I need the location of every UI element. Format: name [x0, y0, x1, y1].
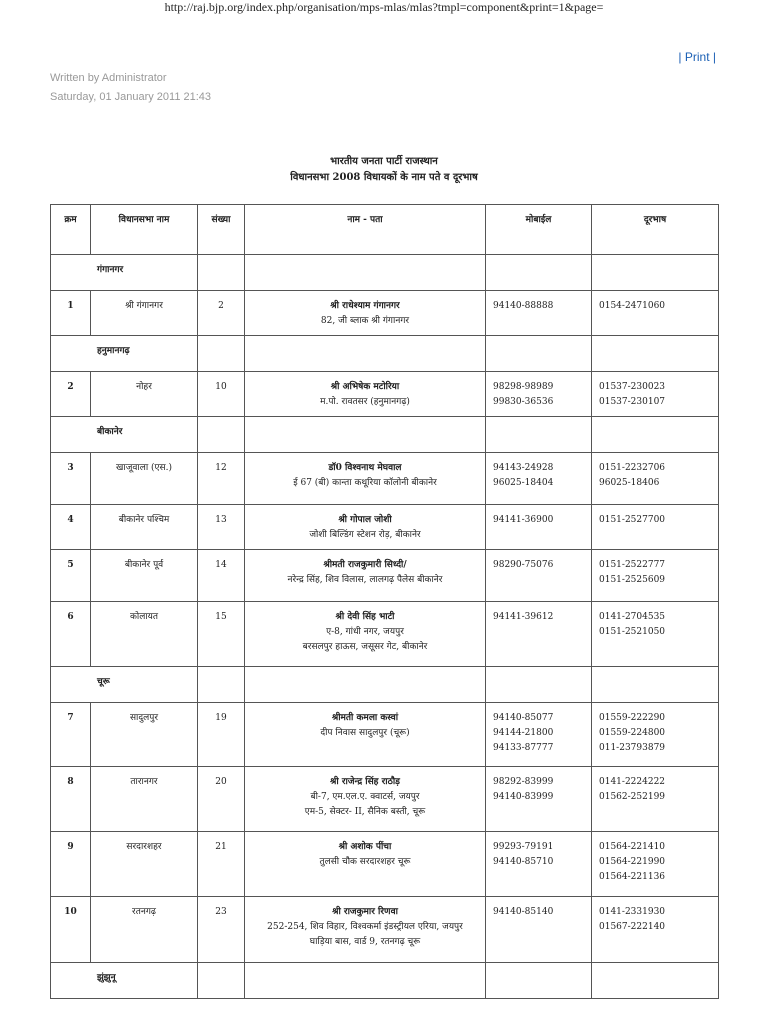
mobile-cell: [486, 550, 592, 602]
constituency-number: 10: [198, 372, 245, 417]
phone-number: 01537-230107: [599, 397, 666, 407]
constituency-number: 13: [198, 505, 245, 550]
mobile-number: 99830-36536: [493, 397, 554, 407]
mobile-cell: [486, 703, 592, 767]
district-name: हनुमानगढ़: [51, 336, 198, 372]
district-row: [51, 255, 719, 291]
mobile-cell: [486, 602, 592, 667]
serial-number: 4: [51, 505, 91, 550]
constituency-name: सरदारशहर: [91, 832, 198, 897]
mobile-number: 94144-21800: [493, 728, 554, 738]
table-row: [51, 703, 719, 767]
table-header-row: [51, 205, 719, 255]
constituency-number: 21: [198, 832, 245, 897]
serial-number: 7: [51, 703, 91, 767]
empty-cell: [245, 667, 486, 703]
empty-cell: [245, 255, 486, 291]
phone-number: 01564-221136: [599, 872, 666, 882]
empty-cell: [486, 255, 592, 291]
constituency-name: रतनगढ़: [91, 897, 198, 963]
mla-name: श्रीमती राजकुमारी सिध्दी/: [323, 560, 407, 570]
mla-address: घाड़िया बास, वार्ड 9, रतनगढ़ चूरू: [309, 937, 421, 947]
mobile-cell: [486, 767, 592, 832]
author-line: Written by Administrator: [50, 72, 167, 84]
date-line: Saturday, 01 January 2011 21:43: [50, 91, 212, 103]
phone-number: 0141-2704535: [599, 612, 666, 622]
district-row: [51, 667, 719, 703]
mla-address: ई 67 (बी) कान्ता कथूरिया कॉलोनी बीकानेर: [293, 478, 437, 488]
empty-cell: [245, 963, 486, 999]
table-row: [51, 291, 719, 336]
mla-name: श्री गोपाल जोशी: [338, 515, 392, 525]
serial-number: 3: [51, 453, 91, 505]
phone-cell: [592, 602, 719, 667]
phone-number: 96025-18406: [599, 478, 660, 488]
constituency-name: श्री गंगानगर: [91, 291, 198, 336]
phone-number: 0151-2232706: [599, 463, 666, 473]
mobile-number: 98298-98989: [493, 382, 554, 392]
empty-cell: [198, 417, 245, 453]
table-row: [51, 453, 719, 505]
phone-number: 011-23793879: [599, 743, 666, 753]
mobile-number: 96025-18404: [493, 478, 554, 488]
header-constituency: विधानसभा नाम: [91, 205, 198, 255]
header-name-address: नाम - पता: [245, 205, 486, 255]
constituency-name: नोहर: [91, 372, 198, 417]
serial-number: 8: [51, 767, 91, 832]
name-address-cell: [245, 505, 486, 550]
mla-table: [50, 204, 719, 999]
constituency-number: 20: [198, 767, 245, 832]
table-row: [51, 897, 719, 963]
district-row: [51, 963, 719, 999]
page-url: http://raj.bjp.org/index.php/organisation/mps-mlas/mlas?tmpl=component&print=1&page=: [164, 0, 604, 14]
mla-name: श्री राजकुमार रिणवा: [332, 907, 398, 917]
phone-number: 0151-2522777: [599, 560, 666, 570]
mla-address: 82, जी ब्लाक श्री गंगानगर: [320, 316, 410, 326]
table-row: [51, 767, 719, 832]
mla-address: म.पो. रावतसर (हनुमानगढ़): [320, 397, 410, 407]
mobile-number: 94140-85710: [493, 857, 554, 867]
empty-cell: [486, 963, 592, 999]
print-link[interactable]: | Print |: [678, 50, 716, 64]
phone-number: 0151-2521050: [599, 627, 666, 637]
phone-number: 0141-2224222: [599, 777, 666, 787]
mla-name: श्री अभिषेक मटोरिया: [330, 382, 400, 392]
header-number: संख्या: [198, 205, 245, 255]
name-address-cell: [245, 897, 486, 963]
constituency-name: सादुलपुर: [91, 703, 198, 767]
mla-name: डॉ0 विश्वनाथ मेघवाल: [328, 463, 402, 473]
phone-number: 0151-2525609: [599, 575, 666, 585]
phone-number: 0151-2527700: [599, 515, 666, 525]
empty-cell: [198, 336, 245, 372]
phone-cell: [592, 832, 719, 897]
mobile-cell: [486, 897, 592, 963]
district-name: चूरू: [51, 667, 198, 703]
doc-title-line-1: भारतीय जनता पार्टी राजस्थान: [330, 156, 438, 167]
mla-address: बी-7, एम.एल.ए. क्वाटर्स, जयपुर: [310, 792, 420, 802]
phone-cell: [592, 703, 719, 767]
mla-address: दीप निवास सादुलपुर (चूरू): [320, 728, 410, 738]
mla-address: ए-8, गांधी नगर, जयपुर: [326, 627, 404, 637]
mobile-cell: [486, 372, 592, 417]
empty-cell: [198, 667, 245, 703]
table-row: [51, 602, 719, 667]
phone-number: 01564-221410: [599, 842, 666, 852]
empty-cell: [198, 963, 245, 999]
phone-cell: [592, 767, 719, 832]
header-mobile: मोबाईल: [486, 205, 592, 255]
empty-cell: [245, 417, 486, 453]
constituency-number: 2: [198, 291, 245, 336]
serial-number: 9: [51, 832, 91, 897]
name-address-cell: [245, 832, 486, 897]
phone-number: 01559-224800: [599, 728, 666, 738]
mla-name: श्री राधेश्याम गंगानगर: [330, 301, 400, 311]
name-address-cell: [245, 767, 486, 832]
doc-title-line-2: विधानसभा 2008 विधायकों के नाम पते व दूरभाष: [290, 172, 478, 183]
mobile-cell: [486, 291, 592, 336]
empty-cell: [486, 417, 592, 453]
mobile-number: 94141-36900: [493, 515, 554, 525]
table-row: [51, 505, 719, 550]
constituency-number: 23: [198, 897, 245, 963]
mla-name: श्री अशोक पींचा: [338, 842, 392, 852]
empty-cell: [592, 667, 719, 703]
name-address-cell: [245, 453, 486, 505]
constituency-number: 15: [198, 602, 245, 667]
phone-cell: [592, 550, 719, 602]
constituency-number: 19: [198, 703, 245, 767]
phone-number: 01559-222290: [599, 713, 666, 723]
mla-address: एम-5, सेक्टर- II, सैनिक बस्ती, चूरू: [304, 807, 426, 817]
district-name: बीकानेर: [51, 417, 198, 453]
district-row: [51, 417, 719, 453]
mobile-number: 98292-83999: [493, 777, 554, 787]
phone-number: 01562-252199: [599, 792, 666, 802]
empty-cell: [592, 336, 719, 372]
mla-address: बरसलपुर हाऊस, जसूसर गेट, बीकानेर: [302, 642, 428, 652]
mla-address: तुलसी चौक सरदारशहर चूरू: [319, 857, 411, 867]
phone-cell: [592, 372, 719, 417]
mobile-number: 94141-39612: [493, 612, 554, 622]
mla-name: श्री देवी सिंह भाटी: [335, 612, 395, 622]
mobile-number: 94143-24928: [493, 463, 554, 473]
mobile-number: 94133-87777: [493, 743, 554, 753]
empty-cell: [198, 255, 245, 291]
mobile-number: 94140-85140: [493, 907, 554, 917]
phone-cell: [592, 897, 719, 963]
phone-number: 01567-222140: [599, 922, 666, 932]
constituency-name: कोलायत: [91, 602, 198, 667]
empty-cell: [486, 336, 592, 372]
empty-cell: [486, 667, 592, 703]
name-address-cell: [245, 291, 486, 336]
name-address-cell: [245, 703, 486, 767]
table-row: [51, 372, 719, 417]
constituency-name: खाजूवाला (एस.): [91, 453, 198, 505]
constituency-number: 12: [198, 453, 245, 505]
serial-number: 2: [51, 372, 91, 417]
mobile-number: 94140-85077: [493, 713, 554, 723]
district-row: [51, 336, 719, 372]
phone-number: 01537-230023: [599, 382, 666, 392]
mobile-number: 94140-88888: [493, 301, 554, 311]
phone-cell: [592, 291, 719, 336]
mla-address: नरेन्द्र सिंह, शिव विलास, लालगढ़ पैलेस बीकानेर: [287, 575, 443, 585]
constituency-name: बीकानेर पश्चिम: [91, 505, 198, 550]
mla-name: श्रीमती कमला कस्वां: [331, 713, 399, 723]
district-name: झुंझुनू: [51, 963, 198, 999]
mobile-number: 98290-75076: [493, 560, 554, 570]
name-address-cell: [245, 372, 486, 417]
constituency-name: बीकानेर पूर्व: [91, 550, 198, 602]
serial-number: 5: [51, 550, 91, 602]
serial-number: 1: [51, 291, 91, 336]
empty-cell: [592, 255, 719, 291]
constituency-name: तारानगर: [91, 767, 198, 832]
mobile-cell: [486, 832, 592, 897]
serial-number: 6: [51, 602, 91, 667]
serial-number: 10: [51, 897, 91, 963]
mobile-cell: [486, 505, 592, 550]
empty-cell: [592, 417, 719, 453]
constituency-number: 14: [198, 550, 245, 602]
name-address-cell: [245, 602, 486, 667]
mobile-cell: [486, 453, 592, 505]
empty-cell: [592, 963, 719, 999]
table-row: [51, 550, 719, 602]
phone-number: 0154-2471060: [599, 301, 666, 311]
name-address-cell: [245, 550, 486, 602]
header-sr: क्रम: [51, 205, 91, 255]
district-name: गंगानगर: [51, 255, 198, 291]
phone-number: 0141-2331930: [599, 907, 666, 917]
phone-cell: [592, 505, 719, 550]
phone-cell: [592, 453, 719, 505]
header-phone: दूरभाष: [592, 205, 719, 255]
mla-name: श्री राजेन्द्र सिंह राठौड़: [330, 777, 400, 787]
mla-address: जोशी बिल्डिंग स्टेशन रोड़, बीकानेर: [309, 530, 421, 540]
mobile-number: 94140-83999: [493, 792, 554, 802]
mobile-number: 99293-79191: [493, 842, 554, 852]
table-row: [51, 832, 719, 897]
empty-cell: [245, 336, 486, 372]
mla-address: 252-254, शिव विहार, विश्वकर्मा इंडस्ट्रीयल एरिया, जयपुर: [267, 922, 463, 932]
phone-number: 01564-221990: [599, 857, 666, 867]
table-body: [51, 255, 719, 999]
